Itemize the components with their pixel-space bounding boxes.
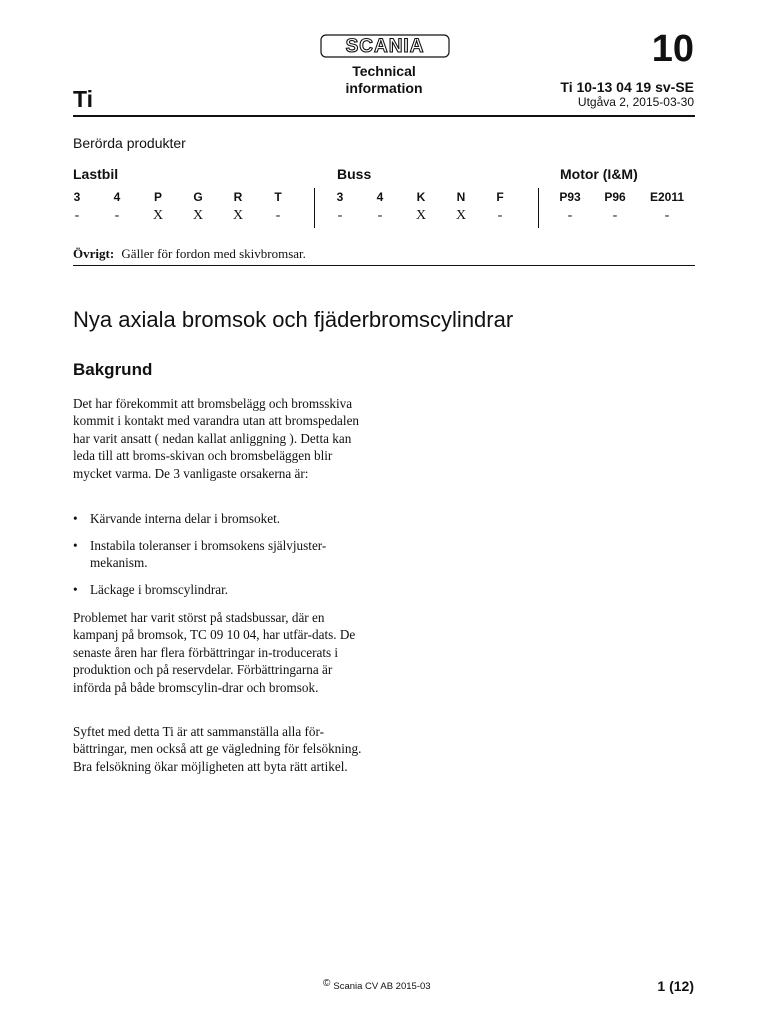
bullet-icon: •	[73, 582, 78, 597]
header-divider	[73, 115, 695, 117]
list-item: • Läckage i bromscylindrar.	[73, 582, 229, 597]
column-value: X	[152, 208, 164, 223]
copyright	[323, 978, 431, 992]
column-header: 4	[113, 190, 121, 204]
column-value: X	[455, 208, 467, 223]
column-header: E2011	[649, 190, 685, 204]
other-text: Gäller för fordon med skivbromsar.	[121, 246, 306, 261]
column-header: P93	[559, 190, 581, 204]
issue-date: Utgåva 2, 2015-03-30	[577, 95, 694, 109]
paragraph-purpose: Syftet med detta Ti är att sammanställa alla för-bättringar, men också att ge vägledning för felsökning. Bra felsökning ökar möjligheten att byta rätt artikel.	[73, 724, 362, 774]
column-header: 4	[376, 190, 384, 204]
group-lastbil: Lastbil	[73, 166, 119, 182]
column-value: X	[232, 208, 244, 223]
column-header: P96	[604, 190, 626, 204]
products-divider	[73, 265, 695, 266]
column-header: 3	[73, 190, 81, 204]
section-heading: Bakgrund	[73, 360, 153, 379]
column-header: R	[233, 190, 243, 204]
copyright-icon: ©	[323, 978, 331, 989]
column-value: -	[377, 208, 383, 223]
column-header: N	[456, 190, 466, 204]
column-value: -	[275, 208, 281, 223]
page-number: 1 (12)	[657, 978, 694, 994]
column-value: -	[664, 208, 670, 223]
column-value: -	[612, 208, 618, 223]
column-header: F	[496, 190, 504, 204]
other-label: Övrigt:	[73, 246, 115, 261]
column-value: -	[497, 208, 503, 223]
column-group-divider	[314, 188, 315, 228]
column-header: T	[274, 190, 282, 204]
column-value: X	[415, 208, 427, 223]
paragraph-background: Det har förekommit att bromsbelägg och bromsskiva kommit i kontakt med varandra utan att bromspedalen har varit ansatt ( nedan kallat anliggning ). Detta kan leda till att broms-skivan och bromsbeläggen blir mycket varma. De 3 vanligaste orsakerna är:	[73, 396, 360, 481]
column-header: G	[193, 190, 203, 204]
column-value: -	[337, 208, 343, 223]
column-group-divider	[538, 188, 539, 228]
scania-logo	[320, 34, 450, 58]
bullet-icon: •	[73, 538, 78, 553]
technical-information-label: Technical information	[345, 63, 423, 96]
bullet-icon: •	[73, 511, 78, 526]
brand-wordmark: SCANIA	[345, 36, 425, 57]
column-value: -	[74, 208, 80, 223]
list-item: • Instabila toleranser i bromsokens självjuster-mekanism.	[73, 538, 327, 571]
document-id: Ti 10-13 04 19 sv-SE	[560, 79, 694, 95]
affected-products-heading: Berörda produkter	[73, 135, 186, 151]
paragraph-problem: Problemet har varit störst på stadsbussar, där en kampanj på bromsok, TC 09 10 04, har utfär-dats. De senaste åren har flera förbättringar in-troducerats i produktion och på reservdelar. Förbättringarna är införda på både bromscylin-drar och bromsok.	[73, 610, 356, 695]
column-header: 3	[336, 190, 344, 204]
group-motor: Motor (I&M)	[560, 166, 638, 182]
list-item: • Kärvande interna delar i bromsoket.	[73, 511, 281, 526]
column-value: X	[192, 208, 204, 223]
section-number: 10	[651, 28, 694, 70]
copyright-text: Scania CV AB 2015-03	[333, 981, 431, 992]
column-value: -	[114, 208, 120, 223]
column-header: K	[416, 190, 426, 204]
column-value: -	[567, 208, 573, 223]
article-title: Nya axiala bromsok och fjäderbromscylindrar	[73, 307, 514, 332]
column-header: P	[153, 190, 162, 204]
other-note	[73, 246, 306, 262]
group-buss: Buss	[337, 166, 372, 182]
ti-label: Ti	[73, 86, 94, 112]
